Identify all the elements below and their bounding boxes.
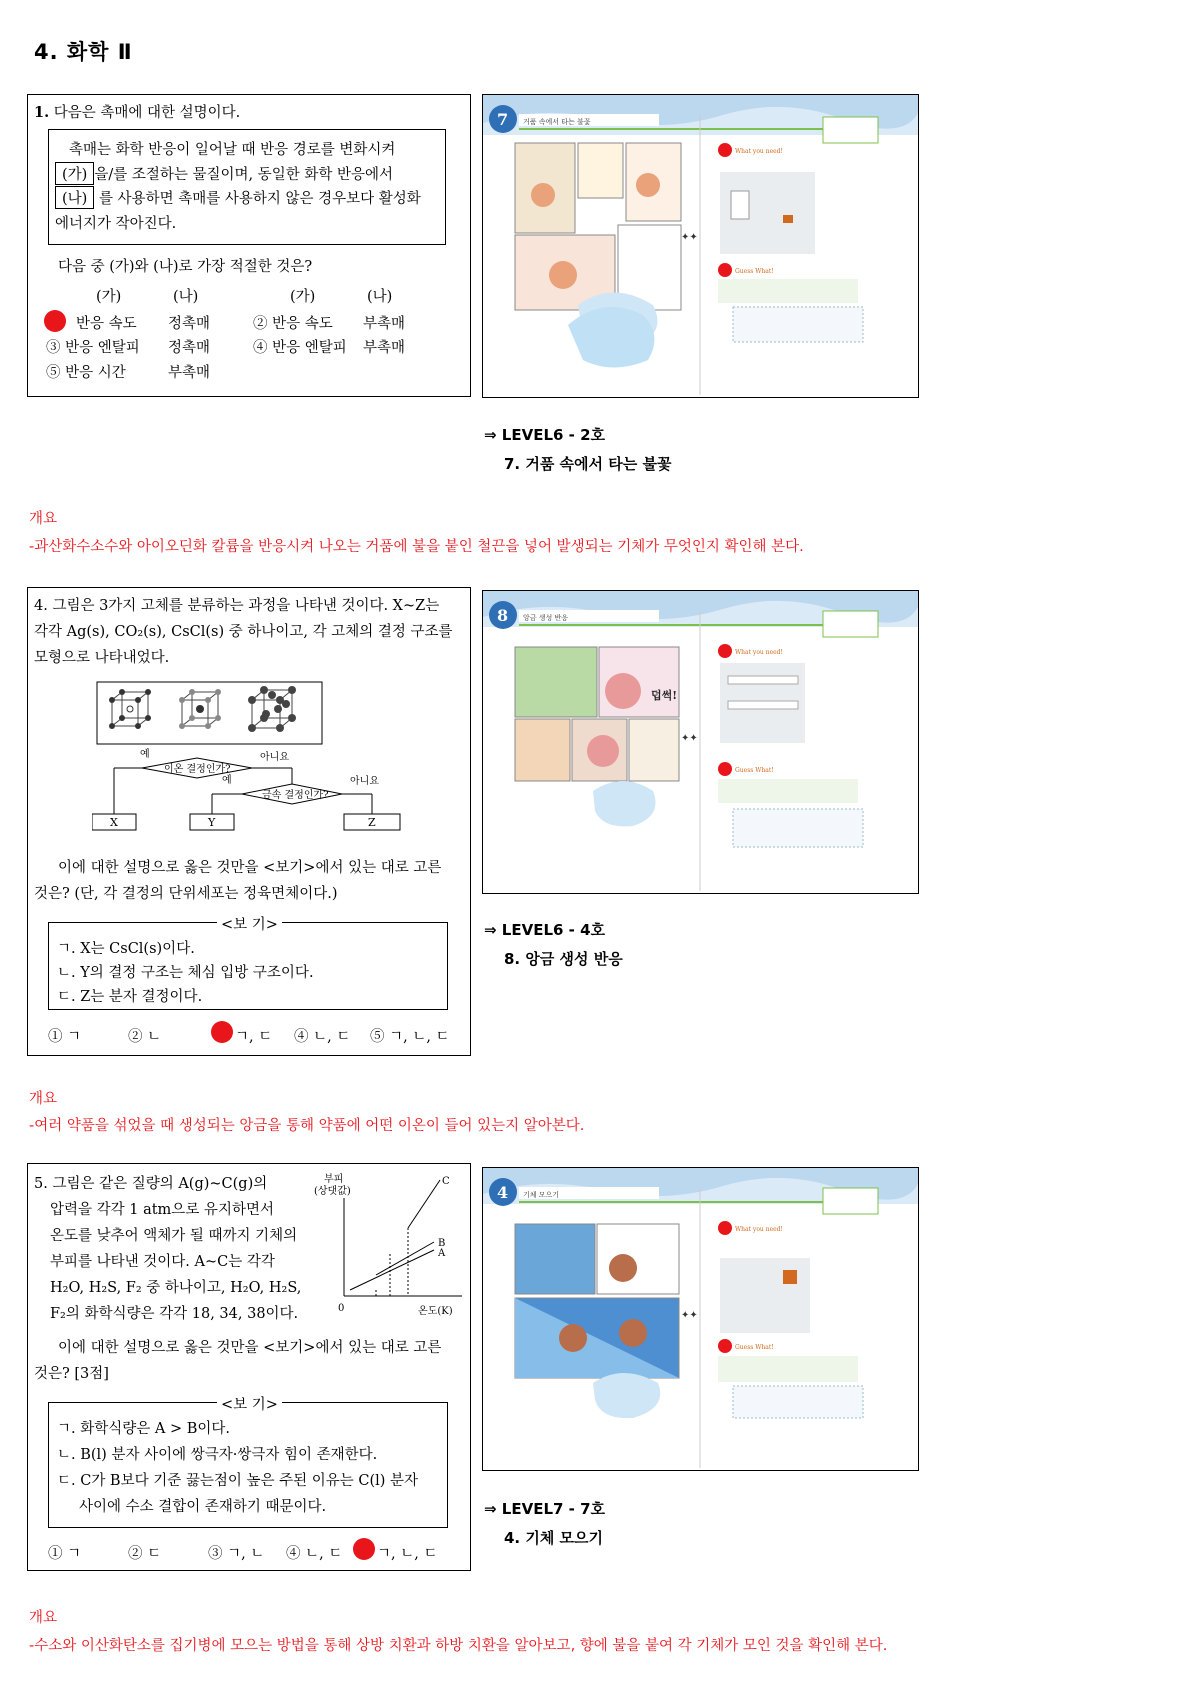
q1-option4-a: ④ 반응 엔탈피 [253, 340, 347, 356]
q1-option5-b: 부촉매 [168, 365, 211, 381]
q-metal-label: 금속 결정인가? [262, 790, 329, 801]
q5-option-4: ④ ㄴ, ㄷ [286, 1546, 343, 1562]
blank-ga: (가) [55, 162, 94, 185]
q1-option1-a: 반응 속도 [76, 316, 137, 332]
what-you-need-label: What you need! [735, 148, 783, 155]
q1-option3-a: ③ 반응 엔탈피 [46, 340, 140, 356]
graph-ylabel-2: (상댓값) [314, 1186, 351, 1197]
summary1-label: 개요 [29, 511, 58, 527]
q1-stem: 1. 다음은 촉매에 대한 설명이다. [34, 104, 241, 121]
q4-option-3: ㄱ, ㄷ [235, 1029, 273, 1045]
classification-diagram [92, 680, 482, 840]
series-C-line [408, 1180, 440, 1228]
q5-statement-1: ㄱ. 화학식량은 A > B이다. [57, 1421, 230, 1437]
guess-what-label: Guess What! [735, 268, 774, 275]
graph-origin: 0 [338, 1303, 345, 1314]
page-gutter-mark: ✦✦ [681, 232, 698, 243]
q1-header-ga: (가) [96, 289, 122, 305]
q4-statement-2: ㄴ. Y의 결정 구조는 체심 입방 구조이다. [57, 965, 314, 981]
no-label-2: 아니요 [350, 776, 379, 787]
q1-header-na-2: (나) [367, 289, 393, 305]
q5-line3: 온도를 낮추어 액체가 될 때까지 기체의 [50, 1228, 298, 1244]
svg-text:✦✦: ✦✦ [681, 1310, 698, 1321]
box-y: Y [208, 816, 216, 829]
q4-line1: 4. 그림은 3가지 고체를 분류하는 과정을 나타낸 것이다. X~Z는 [34, 598, 440, 614]
q4-line3: 모형으로 나타내었다. [34, 650, 170, 666]
ref3-level: ⇒ LEVEL7 - 7호 [484, 1500, 606, 1518]
q5-line2: 압력을 각각 1 atm으로 유지하면서 [50, 1202, 274, 1218]
svg-text:✦✦: ✦✦ [681, 733, 698, 744]
graph-xlabel: 온도(K) [418, 1306, 453, 1317]
question-1-box [27, 94, 471, 397]
q4-option-2: ② ㄴ [128, 1029, 162, 1045]
q5-statement-3a: ㄷ. C가 B보다 기준 끓는점이 높은 주된 이유는 C(l) 분자 [57, 1473, 419, 1489]
answer-mark [211, 1021, 233, 1043]
q1-option3-b: 정촉매 [168, 340, 211, 356]
label-B: B [438, 1238, 446, 1249]
q1-option1-b: 정촉매 [168, 316, 211, 332]
box-z: Z [368, 816, 376, 829]
ref3-title: 4. 기체 모으기 [504, 1529, 604, 1547]
chapter-number: 7 [497, 110, 509, 129]
q4-option-5: ⑤ ㄱ, ㄴ, ㄷ [370, 1029, 450, 1045]
yes-label-2: 예 [222, 775, 232, 786]
q5-bogi-box [48, 1397, 448, 1528]
answer-mark [353, 1538, 375, 1560]
q5-option-1: ① ㄱ [48, 1546, 82, 1562]
series-A-line [350, 1250, 434, 1290]
q1-option4-b: 부촉매 [363, 340, 406, 356]
q5-statement-3b: 사이에 수소 결합이 존재하기 때문이다. [79, 1499, 327, 1515]
q1-box-line2: (가) 을/를 조절하는 물질이며, 동일한 화학 반응에서 [55, 162, 393, 185]
q5-line5: H₂O, H₂S, F₂ 중 하나이고, H₂O, H₂S, [50, 1280, 302, 1296]
label-C: C [442, 1176, 450, 1187]
chapter-title: 거품 속에서 타는 불꽃 [523, 118, 591, 126]
guess-what-label: Guess What! [735, 767, 774, 774]
q5-line6: F₂의 화학식량은 각각 18, 34, 38이다. [50, 1306, 299, 1322]
q1-box-line3: (나) 를 사용하면 촉매를 사용하지 않은 경우보다 활성화 [55, 186, 421, 209]
q4-option-4: ④ ㄴ, ㄷ [294, 1029, 351, 1045]
textbook-spread-1 [482, 94, 919, 398]
q-ion-label: 이온 결정인가? [164, 764, 231, 775]
guess-what-label: Guess What! [735, 1344, 774, 1351]
q1-header-ga-2: (가) [290, 289, 316, 305]
ref2-level: ⇒ LEVEL6 - 4호 [484, 921, 606, 939]
q1-option2-a: ② 반응 속도 [253, 316, 333, 332]
q4-bogi-box [48, 917, 448, 1010]
what-you-need-label: What you need! [735, 1226, 783, 1233]
blank-na: (나) [55, 186, 94, 209]
label-A: A [438, 1248, 446, 1259]
textbook-spread-3 [482, 1167, 919, 1471]
q5-option-3: ③ ㄱ, ㄴ [208, 1546, 265, 1562]
q4-question-2: 것은? (단, 각 결정의 단위세포는 정육면체이다.) [34, 886, 338, 902]
q5-question-1: 이에 대한 설명으로 옳은 것만을 <보기>에서 있는 대로 고른 [58, 1340, 442, 1356]
question-5-box [27, 1163, 471, 1571]
q5-bogi-label: <보 기> [217, 1393, 282, 1414]
series-B-line [376, 1242, 434, 1275]
answer-mark [44, 310, 66, 332]
textbook-spread-2 [482, 590, 919, 894]
q4-bogi-label: <보 기> [217, 913, 282, 934]
q5-option-2: ② ㄷ [128, 1546, 162, 1562]
summary3-label: 개요 [29, 1610, 58, 1626]
ref1-level: ⇒ LEVEL6 - 2호 [484, 426, 606, 444]
chapter-title: 앙금 생성 반응 [523, 614, 569, 622]
q1-box-line4: 에너지가 작아진다. [55, 216, 177, 232]
what-you-need-label: What you need! [735, 649, 783, 656]
ref2-title: 8. 앙금 생성 반응 [504, 950, 623, 968]
box-x: X [110, 816, 118, 829]
summary2-label: 개요 [29, 1091, 58, 1107]
chapter-title: 기체 모으기 [523, 1191, 560, 1199]
no-label-1: 아니요 [260, 752, 289, 763]
summary3-text: -수소와 이산화탄소를 집기병에 모으는 방법을 통해 상방 치환과 하방 치환을 알아보고, 향에 불을 붙여 각 기체가 모인 것을 확인해 본다. [29, 1638, 888, 1654]
q4-statement-3: ㄷ. Z는 분자 결정이다. [57, 989, 203, 1005]
graph-ylabel-1: 부피 [324, 1174, 344, 1185]
ref1-title: 7. 거품 속에서 타는 불꽃 [504, 455, 672, 473]
summary1-text: -과산화수소수와 아이오딘화 칼륨을 반응시켜 나오는 거품에 불을 붙인 철끈을 넣어 발생되는 기체가 무엇인지 확인해 본다. [29, 539, 804, 555]
q5-line4: 부피를 나타낸 것이다. A~C는 각각 [50, 1254, 275, 1270]
volume-temperature-graph [310, 1170, 470, 1320]
q1-option2-b: 부촉매 [363, 316, 406, 332]
chapter-number: 4 [497, 1183, 509, 1202]
q5-line1: 5. 그림은 같은 질량의 A(g)~C(g)의 [34, 1176, 268, 1192]
q1-definition-box [48, 129, 446, 245]
comic-exclaim: 덥썩! [651, 689, 678, 702]
q4-option-1: ① ㄱ [48, 1029, 82, 1045]
q1-option5-a: ⑤ 반응 시간 [46, 365, 126, 381]
summary2-text: -여러 약품을 섞었을 때 생성되는 앙금을 통해 약품에 어떤 이온이 들어 있는지 알아본다. [29, 1118, 585, 1134]
q1-question: 다음 중 (가)와 (나)로 가장 적절한 것은? [58, 259, 313, 275]
q5-question-2: 것은? [3점] [34, 1366, 109, 1382]
q5-statement-2: ㄴ. B(l) 분자 사이에 쌍극자·쌍극자 힘이 존재한다. [57, 1447, 378, 1463]
chapter-number: 8 [497, 606, 509, 625]
question-4-box [27, 587, 471, 1056]
q5-option-5: ㄱ, ㄴ, ㄷ [377, 1546, 438, 1562]
q1-box-line1: 촉매는 화학 반응이 일어날 때 반응 경로를 변화시켜 [69, 142, 396, 158]
yes-label-1: 예 [140, 749, 150, 760]
q4-line2: 각각 Ag(s), CO₂(s), CsCl(s) 중 하나이고, 각 고체의 결정 구조를 [34, 624, 453, 640]
q1-header-na: (나) [173, 289, 199, 305]
q4-question-1: 이에 대한 설명으로 옳은 것만을 <보기>에서 있는 대로 고른 [58, 860, 442, 876]
q4-statement-1: ㄱ. X는 CsCl(s)이다. [57, 941, 195, 957]
page-title: 4. 화학 Ⅱ [34, 40, 133, 64]
